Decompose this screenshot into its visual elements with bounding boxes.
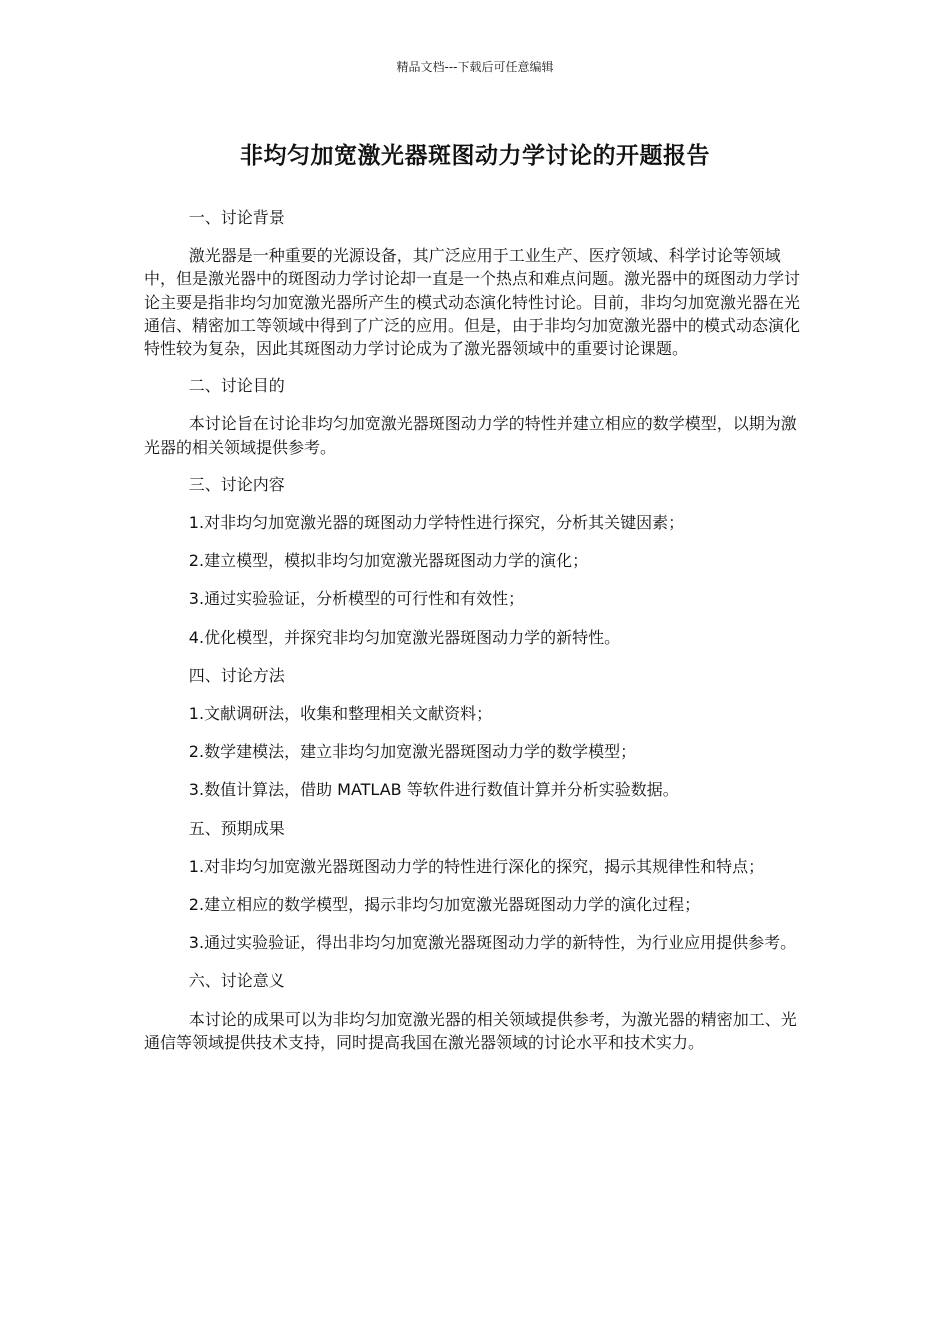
section-heading-methods: 四、讨论方法 <box>188 665 285 685</box>
methods-list-item: 3.数值计算法，借助 MATLAB 等软件进行数值计算并分析实验数据。 <box>188 780 679 800</box>
significance-paragraph: 本讨论的成果可以为非均匀加宽激光器的相关领域提供参考，为激光器的精密加工、光通信等领域提供技术支持，同时提高我国在激光器领域的讨论水平和技术实力。 <box>144 1009 797 1052</box>
content-list-item: 4.优化模型，并探究非均匀加宽激光器斑图动力学的新特性。 <box>188 627 621 647</box>
methods-list-item: 2.数学建模法，建立非均匀加宽激光器斑图动力学的数学模型； <box>188 742 637 762</box>
section-heading-content: 三、讨论内容 <box>188 474 285 494</box>
section-heading-background: 一、讨论背景 <box>188 208 285 227</box>
results-list-item: 3.通过实验验证，得出非均匀加宽激光器斑图动力学的新特性，为行业应用提供参考。 <box>188 933 797 953</box>
section-heading-results: 五、预期成果 <box>188 818 285 838</box>
content-list-item: 2.建立模型，模拟非均匀加宽激光器斑图动力学的演化； <box>188 551 589 571</box>
purpose-paragraph: 本讨论旨在讨论非均匀加宽激光器斑图动力学的特性并建立相应的数学模型，以期为激光器的相关领域提供参考。 <box>144 414 797 457</box>
section-heading-significance: 六、讨论意义 <box>188 971 285 991</box>
content-list-item: 1.对非均匀加宽激光器的斑图动力学特性进行探究，分析其关键因素； <box>188 513 685 533</box>
results-list-item: 1.对非均匀加宽激光器斑图动力学的特性进行深化的探究，揭示其规律性和特点； <box>188 856 765 876</box>
content-list-item: 3.通过实验验证，分析模型的可行性和有效性； <box>188 589 525 609</box>
methods-list-item: 1.文献调研法，收集和整理相关文献资料； <box>188 704 493 724</box>
background-paragraph: 激光器是一种重要的光源设备，其广泛应用于工业生产、医疗领域、科学讨论等领域中，但是激光器中的斑图动力学讨论却一直是一个热点和难点问题。激光器中的斑图动力学讨论主要是指非均匀加宽激光器所产生的模式动态演化特性讨论。目前，非均匀加宽激光器在光通信、精密加工等领域中得到了广泛的应用。但是，由于非均匀加宽激光器中的模式动态演化特性较为复杂，因此其斑图动力学讨论成为了激光器领域中的重要讨论课题。 <box>144 246 801 359</box>
page-header-note: 精品文档---下载后可任意编辑 <box>396 60 554 74</box>
results-list-item: 2.建立相应的数学模型，揭示非均匀加宽激光器斑图动力学的演化过程； <box>188 895 701 915</box>
section-heading-purpose: 二、讨论目的 <box>188 376 285 396</box>
document-body <box>144 206 812 1068</box>
document-title: 非均匀加宽激光器斑图动力学讨论的开题报告 <box>240 143 710 169</box>
